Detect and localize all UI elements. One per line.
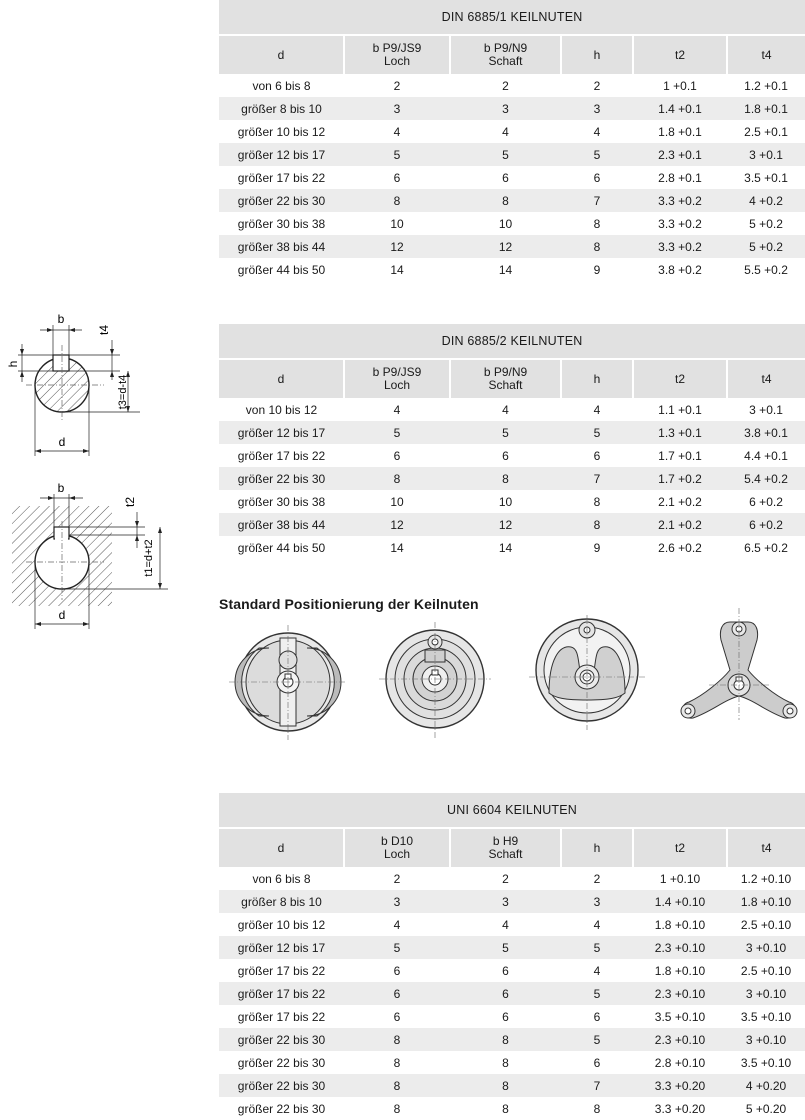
cell-h: 8	[593, 216, 601, 231]
cell-h: 6	[593, 1055, 601, 1070]
cell-d: größer 12 bis 17	[219, 143, 344, 166]
cell-t4: 3 +0.10	[727, 982, 805, 1005]
cell-t4: 2.5 +0.1	[744, 124, 788, 139]
table-row	[219, 398, 805, 421]
column-header-t4: t4	[727, 359, 805, 398]
column-header-t4: t4	[727, 35, 805, 74]
cell-t2: 1.8 +0.10	[654, 917, 706, 932]
table-row	[219, 490, 805, 513]
dim-label-d: d	[58, 608, 66, 622]
cell-h: 4	[593, 402, 601, 417]
column-header-t2: t2	[633, 359, 727, 398]
table-title: DIN 6885/2 KEILNUTEN	[219, 324, 805, 359]
cell-d: größer 8 bis 10	[219, 97, 344, 120]
table-header-row	[219, 828, 805, 867]
cell-b-loch: 10	[390, 494, 404, 509]
column-header-b-schaft: b P9/N9 Schaft	[450, 359, 561, 398]
cell-b-schaft: 5	[450, 936, 561, 959]
cell-h: 7	[561, 1074, 633, 1097]
cell-b-loch: 8	[393, 1055, 401, 1070]
cell-b-loch: 6	[393, 170, 401, 185]
cell-h: 4	[593, 917, 601, 932]
cell-t4: 4 +0.20	[727, 1074, 805, 1097]
cell-d: größer 44 bis 50	[237, 262, 326, 277]
cell-t2: 2.3 +0.1	[633, 143, 727, 166]
cell-t2: 1.8 +0.10	[654, 963, 706, 978]
cell-t4: 3.5 +0.1	[744, 170, 788, 185]
cell-b-schaft: 4	[502, 402, 509, 417]
cell-t2: 3.5 +0.10	[654, 1009, 706, 1024]
table-row	[219, 1074, 805, 1097]
cell-h: 3	[561, 97, 633, 120]
cell-d: größer 38 bis 44	[219, 235, 344, 258]
section-title: Standard Positionierung der Keilnuten	[219, 596, 479, 612]
cell-h: 5	[561, 143, 633, 166]
cell-d: größer 22 bis 30	[219, 1028, 344, 1051]
cell-b-loch: 10	[390, 216, 404, 231]
cell-b-schaft: 3	[450, 97, 561, 120]
cell-d: größer 22 bis 30	[219, 189, 344, 212]
dim-label-t2: t2	[123, 496, 137, 508]
column-header-b-loch: b P9/JS9 Loch	[344, 359, 450, 398]
cell-b-loch: 6	[344, 982, 450, 1005]
cell-b-schaft: 5	[450, 143, 561, 166]
cell-b-loch: 6	[393, 1009, 401, 1024]
shaft-keyway-diagram	[0, 300, 210, 470]
cell-b-schaft: 10	[498, 494, 513, 509]
cell-b-schaft: 6	[450, 982, 561, 1005]
cell-b-loch: 12	[344, 235, 450, 258]
cell-b-schaft: 10	[498, 216, 513, 231]
cell-b-loch: 8	[393, 1101, 401, 1116]
cell-h: 6	[593, 170, 601, 185]
cell-t4: 2.5 +0.10	[740, 963, 792, 978]
handwheel-solid-icon	[229, 625, 347, 740]
table-row	[219, 936, 805, 959]
cell-t4: 3.8 +0.1	[727, 421, 805, 444]
cell-b-loch: 14	[390, 262, 404, 277]
column-header-d: d	[219, 35, 344, 74]
cell-d: von 10 bis 12	[245, 402, 318, 417]
cell-b-loch: 2	[393, 78, 401, 93]
uni-6604-table	[219, 793, 805, 1120]
cell-b-loch: 14	[390, 540, 404, 555]
cell-b-schaft: 12	[450, 235, 561, 258]
cell-b-loch: 4	[393, 917, 401, 932]
cell-b-loch: 8	[344, 1028, 450, 1051]
cell-b-schaft: 8	[450, 189, 561, 212]
cell-d: größer 22 bis 30	[237, 1101, 326, 1116]
cell-t4: 5 +0.20	[745, 1101, 787, 1116]
column-header-d: d	[219, 359, 344, 398]
dim-label-d: d	[58, 435, 66, 449]
table-row	[219, 1051, 805, 1074]
table-row	[219, 867, 805, 890]
cell-b-schaft: 12	[450, 513, 561, 536]
cell-b-schaft: 6	[502, 448, 509, 463]
cell-h: 8	[593, 1101, 601, 1116]
cell-b-schaft: 2	[502, 78, 509, 93]
cell-d: größer 22 bis 30	[237, 1055, 326, 1070]
cell-b-schaft: 4	[502, 124, 509, 139]
cell-b-schaft: 8	[502, 1055, 509, 1070]
column-header-t2: t2	[633, 35, 727, 74]
cell-t2: 1 +0.10	[659, 871, 701, 886]
cell-h: 5	[561, 982, 633, 1005]
table-row	[219, 1097, 805, 1120]
cell-t2: 2.3 +0.10	[633, 936, 727, 959]
cell-t4: 2.5 +0.10	[740, 917, 792, 932]
cell-t2: 3.3 +0.2	[658, 216, 702, 231]
cell-b-loch: 12	[344, 513, 450, 536]
cell-t4: 4.4 +0.1	[744, 448, 788, 463]
cell-b-loch: 6	[393, 963, 401, 978]
cell-t2: 2.1 +0.2	[633, 513, 727, 536]
cell-d: größer 44 bis 50	[237, 540, 326, 555]
dim-label-b: b	[57, 481, 65, 495]
cell-t2: 3.3 +0.20	[654, 1101, 706, 1116]
cell-t2: 1.7 +0.2	[633, 467, 727, 490]
table-row	[219, 143, 805, 166]
cell-d: größer 8 bis 10	[219, 890, 344, 913]
cell-b-loch: 5	[344, 143, 450, 166]
cell-h: 7	[561, 467, 633, 490]
dim-label-b: b	[57, 312, 65, 326]
cell-t2: 2.1 +0.2	[658, 494, 702, 509]
cell-t2: 2.3 +0.10	[633, 1028, 727, 1051]
cell-d: größer 12 bis 17	[219, 936, 344, 959]
cell-t2: 3.8 +0.2	[658, 262, 702, 277]
column-header-b-loch: b D10 Loch	[344, 828, 450, 867]
cell-t4: 1.8 +0.10	[727, 890, 805, 913]
cell-t4: 4 +0.2	[727, 189, 805, 212]
table-row	[219, 258, 805, 281]
handwheel-disc-icon	[379, 622, 491, 738]
cell-b-loch: 6	[393, 448, 401, 463]
cell-b-loch: 8	[344, 1074, 450, 1097]
cell-b-schaft: 8	[502, 1101, 509, 1116]
cell-t4: 5.4 +0.2	[727, 467, 805, 490]
cell-b-schaft: 6	[502, 170, 509, 185]
table-row	[219, 1005, 805, 1028]
column-header-t2: t2	[633, 828, 727, 867]
keyway-positioning-illustrations	[219, 600, 805, 750]
table-row	[219, 913, 805, 936]
cell-d: größer 17 bis 22	[237, 170, 326, 185]
table-row	[219, 890, 805, 913]
dim-label-h: h	[6, 360, 20, 368]
cell-t2: 2.6 +0.2	[658, 540, 702, 555]
cell-d: größer 10 bis 12	[237, 917, 326, 932]
cell-b-schaft: 14	[498, 262, 513, 277]
cell-b-schaft: 4	[502, 917, 509, 932]
table-header-row	[219, 35, 805, 74]
cell-t2: 3.3 +0.2	[633, 189, 727, 212]
cell-b-schaft: 3	[450, 890, 561, 913]
cell-t2: 2.8 +0.10	[654, 1055, 706, 1070]
cell-d: größer 17 bis 22	[219, 982, 344, 1005]
cell-h: 5	[561, 421, 633, 444]
column-header-b-schaft: b H9 Schaft	[450, 828, 561, 867]
table-row	[219, 97, 805, 120]
cell-t4: 3.5 +0.10	[740, 1009, 792, 1024]
cell-t2: 1.4 +0.1	[633, 97, 727, 120]
cell-d: größer 30 bis 38	[237, 494, 326, 509]
cell-t2: 1.8 +0.1	[658, 124, 702, 139]
cell-b-schaft: 6	[502, 963, 509, 978]
cell-b-loch: 5	[344, 936, 450, 959]
cell-b-loch: 2	[393, 871, 401, 886]
column-header-b-loch: b P9/JS9 Loch	[344, 35, 450, 74]
cell-h: 4	[593, 963, 601, 978]
cell-t4: 5 +0.2	[727, 235, 805, 258]
cell-b-schaft: 8	[450, 1074, 561, 1097]
column-header-h: h	[561, 359, 633, 398]
cell-t4: 6 +0.2	[727, 513, 805, 536]
column-header-h: h	[561, 828, 633, 867]
cell-t4: 1.8 +0.1	[727, 97, 805, 120]
cell-b-schaft: 14	[498, 540, 513, 555]
cell-t4: 6 +0.2	[749, 494, 783, 509]
cell-b-loch: 4	[393, 124, 401, 139]
table-header-row	[219, 359, 805, 398]
cell-b-loch: 8	[344, 189, 450, 212]
cell-d: von 6 bis 8	[252, 78, 311, 93]
din-6885-2-table	[219, 324, 805, 559]
cell-d: größer 22 bis 30	[219, 467, 344, 490]
table-row	[219, 421, 805, 444]
cell-t2: 1.7 +0.1	[658, 448, 702, 463]
cell-t2: 1.1 +0.1	[658, 402, 702, 417]
cell-t2: 1 +0.1	[663, 78, 697, 93]
column-header-h: h	[561, 35, 633, 74]
cell-t4: 3 +0.10	[727, 1028, 805, 1051]
table-row	[219, 235, 805, 258]
table-row	[219, 959, 805, 982]
cell-h: 8	[561, 235, 633, 258]
cell-h: 8	[593, 494, 601, 509]
cell-h: 9	[593, 262, 601, 277]
table-row	[219, 513, 805, 536]
cell-t4: 6.5 +0.2	[744, 540, 788, 555]
dim-label-t3: t3=d-t4	[117, 374, 129, 410]
cell-d: größer 22 bis 30	[219, 1074, 344, 1097]
table-row	[219, 536, 805, 559]
cell-b-loch: 8	[344, 467, 450, 490]
cell-t4: 5.5 +0.2	[744, 262, 788, 277]
cell-h: 6	[593, 1009, 601, 1024]
cell-t4: 5 +0.2	[749, 216, 783, 231]
dim-label-t1: t1=d+t2	[143, 539, 155, 577]
cell-h: 8	[561, 513, 633, 536]
cell-h: 2	[593, 78, 601, 93]
cell-d: größer 30 bis 38	[237, 216, 326, 231]
cell-d: größer 17 bis 22	[237, 1009, 326, 1024]
cell-b-schaft: 8	[450, 1028, 561, 1051]
cell-d: von 6 bis 8	[252, 871, 311, 886]
table-row	[219, 212, 805, 235]
cell-d: größer 17 bis 22	[237, 448, 326, 463]
table-row	[219, 166, 805, 189]
cell-t4: 3 +0.1	[749, 402, 783, 417]
dim-label-t4: t4	[97, 324, 111, 336]
table-row	[219, 467, 805, 490]
table-row	[219, 120, 805, 143]
cell-h: 2	[593, 871, 601, 886]
cell-t2: 2.3 +0.10	[633, 982, 727, 1005]
cell-b-schaft: 6	[502, 1009, 509, 1024]
cell-b-loch: 4	[393, 402, 401, 417]
cell-d: größer 38 bis 44	[219, 513, 344, 536]
table-row	[219, 189, 805, 212]
cell-b-schaft: 8	[450, 467, 561, 490]
cell-d: größer 10 bis 12	[237, 124, 326, 139]
cell-b-loch: 3	[344, 890, 450, 913]
cell-t2: 3.3 +0.20	[633, 1074, 727, 1097]
cell-b-schaft: 2	[502, 871, 509, 886]
cell-h: 9	[593, 540, 601, 555]
cell-t4: 3 +0.1	[727, 143, 805, 166]
cell-t4: 3.5 +0.10	[740, 1055, 792, 1070]
cell-d: größer 17 bis 22	[237, 963, 326, 978]
cell-h: 5	[561, 936, 633, 959]
table-row	[219, 444, 805, 467]
cell-h: 6	[593, 448, 601, 463]
cell-t4: 3 +0.10	[727, 936, 805, 959]
cell-h: 7	[561, 189, 633, 212]
table-row	[219, 982, 805, 1005]
din-6885-1-table	[219, 0, 805, 281]
column-header-t4: t4	[727, 828, 805, 867]
cell-t4: 1.2 +0.1	[744, 78, 788, 93]
column-header-d: d	[219, 828, 344, 867]
cell-b-schaft: 5	[450, 421, 561, 444]
cell-t2: 3.3 +0.2	[633, 235, 727, 258]
table-row	[219, 1028, 805, 1051]
cell-t2: 1.4 +0.10	[633, 890, 727, 913]
cell-h: 3	[561, 890, 633, 913]
handwheel-spoked-icon	[529, 615, 645, 730]
cell-b-loch: 5	[344, 421, 450, 444]
cell-t2: 2.8 +0.1	[658, 170, 702, 185]
cell-h: 4	[593, 124, 601, 139]
column-header-b-schaft: b P9/N9 Schaft	[450, 35, 561, 74]
cell-d: größer 12 bis 17	[219, 421, 344, 444]
cell-b-loch: 3	[344, 97, 450, 120]
cell-h: 5	[561, 1028, 633, 1051]
three-arm-star-knob-icon	[681, 608, 797, 720]
table-row	[219, 74, 805, 97]
cell-t4: 1.2 +0.10	[740, 871, 792, 886]
hub-keyway-diagram	[0, 476, 210, 636]
table-title: UNI 6604 KEILNUTEN	[219, 793, 805, 828]
cell-t2: 1.3 +0.1	[633, 421, 727, 444]
table-title: DIN 6885/1 KEILNUTEN	[219, 0, 805, 35]
